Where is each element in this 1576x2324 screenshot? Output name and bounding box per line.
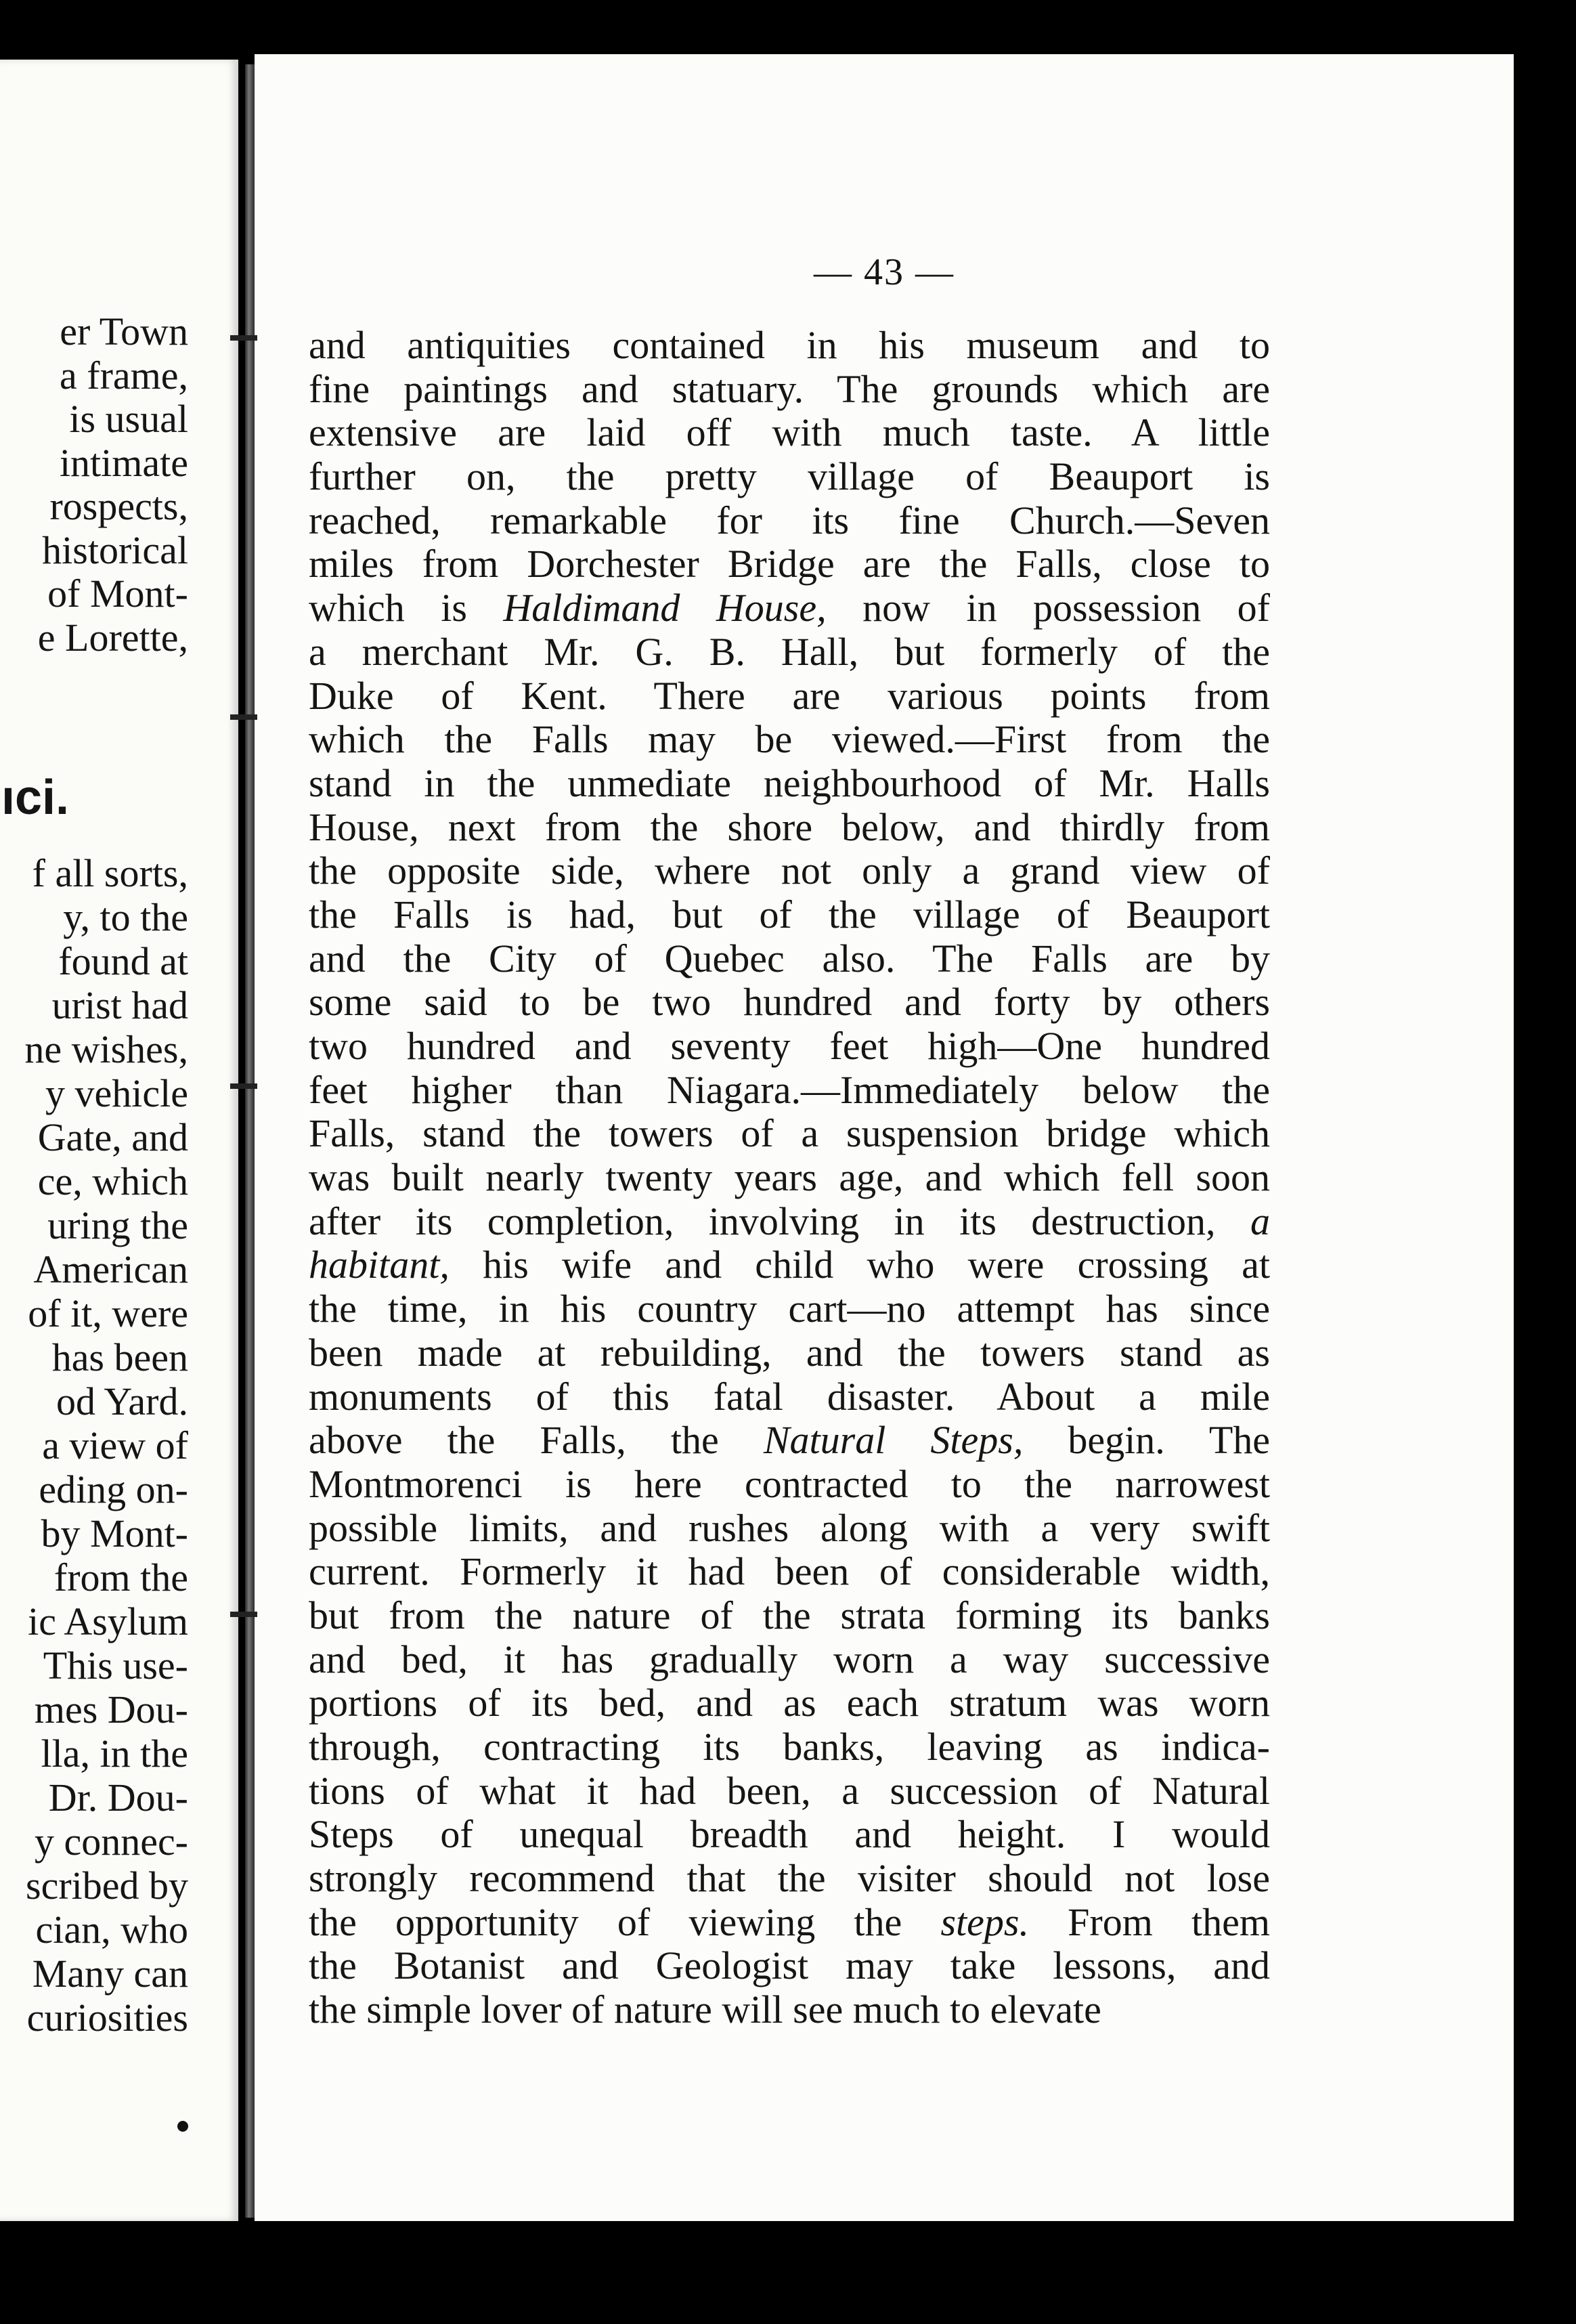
left-page-text [0,310,238,2221]
text-line [309,1988,1270,2032]
page-number: — 43 — [814,251,955,293]
left-page-heading-fragment: ıci. [1,771,69,825]
text-segment: the opportunity of viewing the [309,1899,941,1944]
left-page-line: curiosities [26,1996,188,2040]
left-page-line: intimate [59,440,188,485]
text-line [309,937,1270,981]
italic-segment: Haldimand House, [503,586,827,630]
text-segment: which is [309,586,504,630]
text-segment: further on, the pretty village of Beauport is [309,454,1270,499]
text-segment: a merchant Mr. G. B. Hall, but formerly of the [309,629,1270,674]
left-page-line: eding on- [39,1467,188,1511]
italic-segment: Natural Steps, [763,1418,1024,1463]
left-page-line: a frame, [60,353,188,397]
text-segment: the time, in his country cart—no attempt has since [309,1287,1270,1331]
text-segment: From them [1028,1899,1270,1944]
italic-segment: steps. [940,1899,1029,1944]
left-page-line: has been [51,1335,188,1379]
text-segment: the simple lover of nature will see much to elevate [309,1987,1101,2032]
margin-tick [230,1612,257,1617]
text-line [309,1681,1270,1725]
left-page-line: urist had [51,983,188,1027]
text-segment: extensive are laid off with much taste. A little [309,410,1270,455]
text-line [309,1243,1270,1287]
left-page-line: y, to the [63,895,188,939]
text-segment: which the Falls may be viewed.—First from the [309,717,1270,762]
text-line [309,674,1270,718]
text-line [309,586,1270,630]
text-line [309,1857,1270,1901]
left-page-line: Gate, and [37,1115,188,1159]
text-line [309,1331,1270,1375]
text-line [309,1638,1270,1682]
margin-tick [230,714,257,720]
text-line [309,893,1270,937]
text-line [309,806,1270,850]
text-segment: Steps of unequal breadth and height. I would [309,1812,1270,1857]
left-page-line: rospects, [49,484,188,528]
left-page-line: cian, who [35,1908,188,1952]
text-line [309,1419,1270,1463]
left-page-line: This use- [43,1643,188,1687]
text-line [309,1112,1270,1156]
text-segment: begin. The [1023,1418,1270,1463]
text-segment: Montmorenci is here contracted to the narrowest [309,1461,1270,1506]
left-page-line: mes Dou- [34,1687,188,1731]
text-segment: stand in the unmediate neighbourhood of Mr. Halls [309,760,1270,805]
left-page-line: ne wishes, [24,1027,188,1071]
text-segment: some said to be two hundred and forty by others [309,980,1270,1025]
text-segment: above the Falls, the [309,1418,764,1463]
page-gutter [245,64,255,2218]
text-line [309,1200,1270,1244]
left-page-line: of Mont- [47,572,188,616]
text-line [309,324,1270,368]
right-page [255,54,1514,2221]
text-line [309,630,1270,674]
text-line [309,1813,1270,1857]
text-segment: strongly recommend that the visiter should not lose [309,1856,1270,1901]
text-line [309,1375,1270,1419]
text-segment: possible limits, and rushes along with a very swift [309,1505,1270,1550]
text-segment: Falls, stand the towers of a suspension bridge which [309,1111,1270,1156]
text-line [309,762,1270,806]
text-segment: miles from Dorchester Bridge are the Falls, close to [309,542,1270,586]
left-page-line: by Mont- [41,1511,188,1555]
left-page-line: found at [58,939,188,983]
left-page-line: y vehicle [45,1071,188,1115]
left-page-line: er Town [60,309,188,353]
text-segment: and the City of Quebec also. The Falls are by [309,936,1270,981]
left-page-line: historical [42,528,188,572]
text-line [309,1550,1270,1594]
text-segment: reached, remarkable for its fine Church.—Seven [309,498,1270,542]
text-line [309,1025,1270,1069]
text-line [309,455,1270,499]
text-line [309,1069,1270,1113]
text-segment: but from the nature of the strata forming its banks [309,1593,1270,1637]
text-segment: was built nearly twenty years age, and which fell soon [309,1155,1270,1200]
text-segment: tions of what it had been, a succession of Natural [309,1768,1270,1813]
text-segment: the opposite side, where not only a grand view of [309,848,1270,893]
left-page-line: ic Asylum [28,1599,188,1643]
left-page-line: Many can [32,1952,188,1996]
text-line [309,1156,1270,1200]
text-line [309,1725,1270,1769]
left-page-line: uring the [47,1203,188,1247]
text-segment: the Falls is had, but of the village of Beauport [309,892,1270,937]
text-line [309,368,1270,412]
left-page [0,60,238,2221]
text-segment: Duke of Kent. There are various points from [309,673,1270,718]
text-segment: his wife and child who were crossing at [449,1243,1270,1287]
text-segment: and bed, it has gradually worn a way successive [309,1637,1270,1681]
text-segment: House, next from the shore below, and thirdly from [309,804,1270,849]
text-line [309,499,1270,543]
left-page-line: ce, which [37,1159,188,1203]
left-page-line: e Lorette, [37,615,188,660]
text-segment: monuments of this fatal disaster. About a mile [309,1374,1270,1419]
text-segment: through, contracting its banks, leaving as indica- [309,1725,1270,1769]
left-page-line: y connec- [34,1820,188,1864]
text-segment: now in possession of [826,586,1270,630]
left-page-line: American [33,1247,188,1291]
text-line [309,1594,1270,1638]
text-line [309,1287,1270,1331]
text-line [309,1944,1270,1988]
margin-tick [230,1083,257,1089]
text-line [309,718,1270,762]
left-page-line: of it, were [28,1291,188,1335]
left-page-line: is usual [69,397,188,441]
italic-segment: habitant, [309,1243,450,1287]
italic-segment: a [1250,1199,1270,1243]
text-segment: fine paintings and statuary. The grounds which are [309,366,1270,411]
left-page-line: Dr. Dou- [48,1776,188,1820]
text-line [309,1769,1270,1813]
left-page-line: lla, in the [41,1731,188,1776]
left-page-line: od Yard. [56,1379,188,1423]
left-page-line: f all sorts, [32,851,188,895]
text-segment: current. Formerly it had been of considerable width, [309,1549,1270,1594]
text-line [309,542,1270,586]
text-segment: portions of its bed, and as each stratum was worn [309,1681,1270,1725]
text-segment: and antiquities contained in his museum and to [309,323,1270,367]
left-page-line: scribed by [26,1864,188,1908]
text-segment: two hundred and seventy feet high—One hundred [309,1024,1270,1068]
text-segment: feet higher than Niagara.—Immediately below the [309,1067,1270,1112]
text-line [309,1507,1270,1551]
text-line [309,1901,1270,1945]
margin-tick [230,335,257,341]
text-line [309,1463,1270,1507]
text-line [309,981,1270,1025]
left-page-line: from the [53,1555,188,1599]
text-segment: the Botanist and Geologist may take lessons, and [309,1943,1270,1988]
text-segment: been made at rebuilding, and the towers stand as [309,1330,1270,1375]
left-page-line: a view of [42,1423,188,1467]
ink-dot [177,2121,188,2132]
text-segment: after its completion, involving in its destruction, [309,1199,1250,1243]
body-text [309,324,1270,2032]
text-line [309,849,1270,893]
text-line [309,411,1270,455]
